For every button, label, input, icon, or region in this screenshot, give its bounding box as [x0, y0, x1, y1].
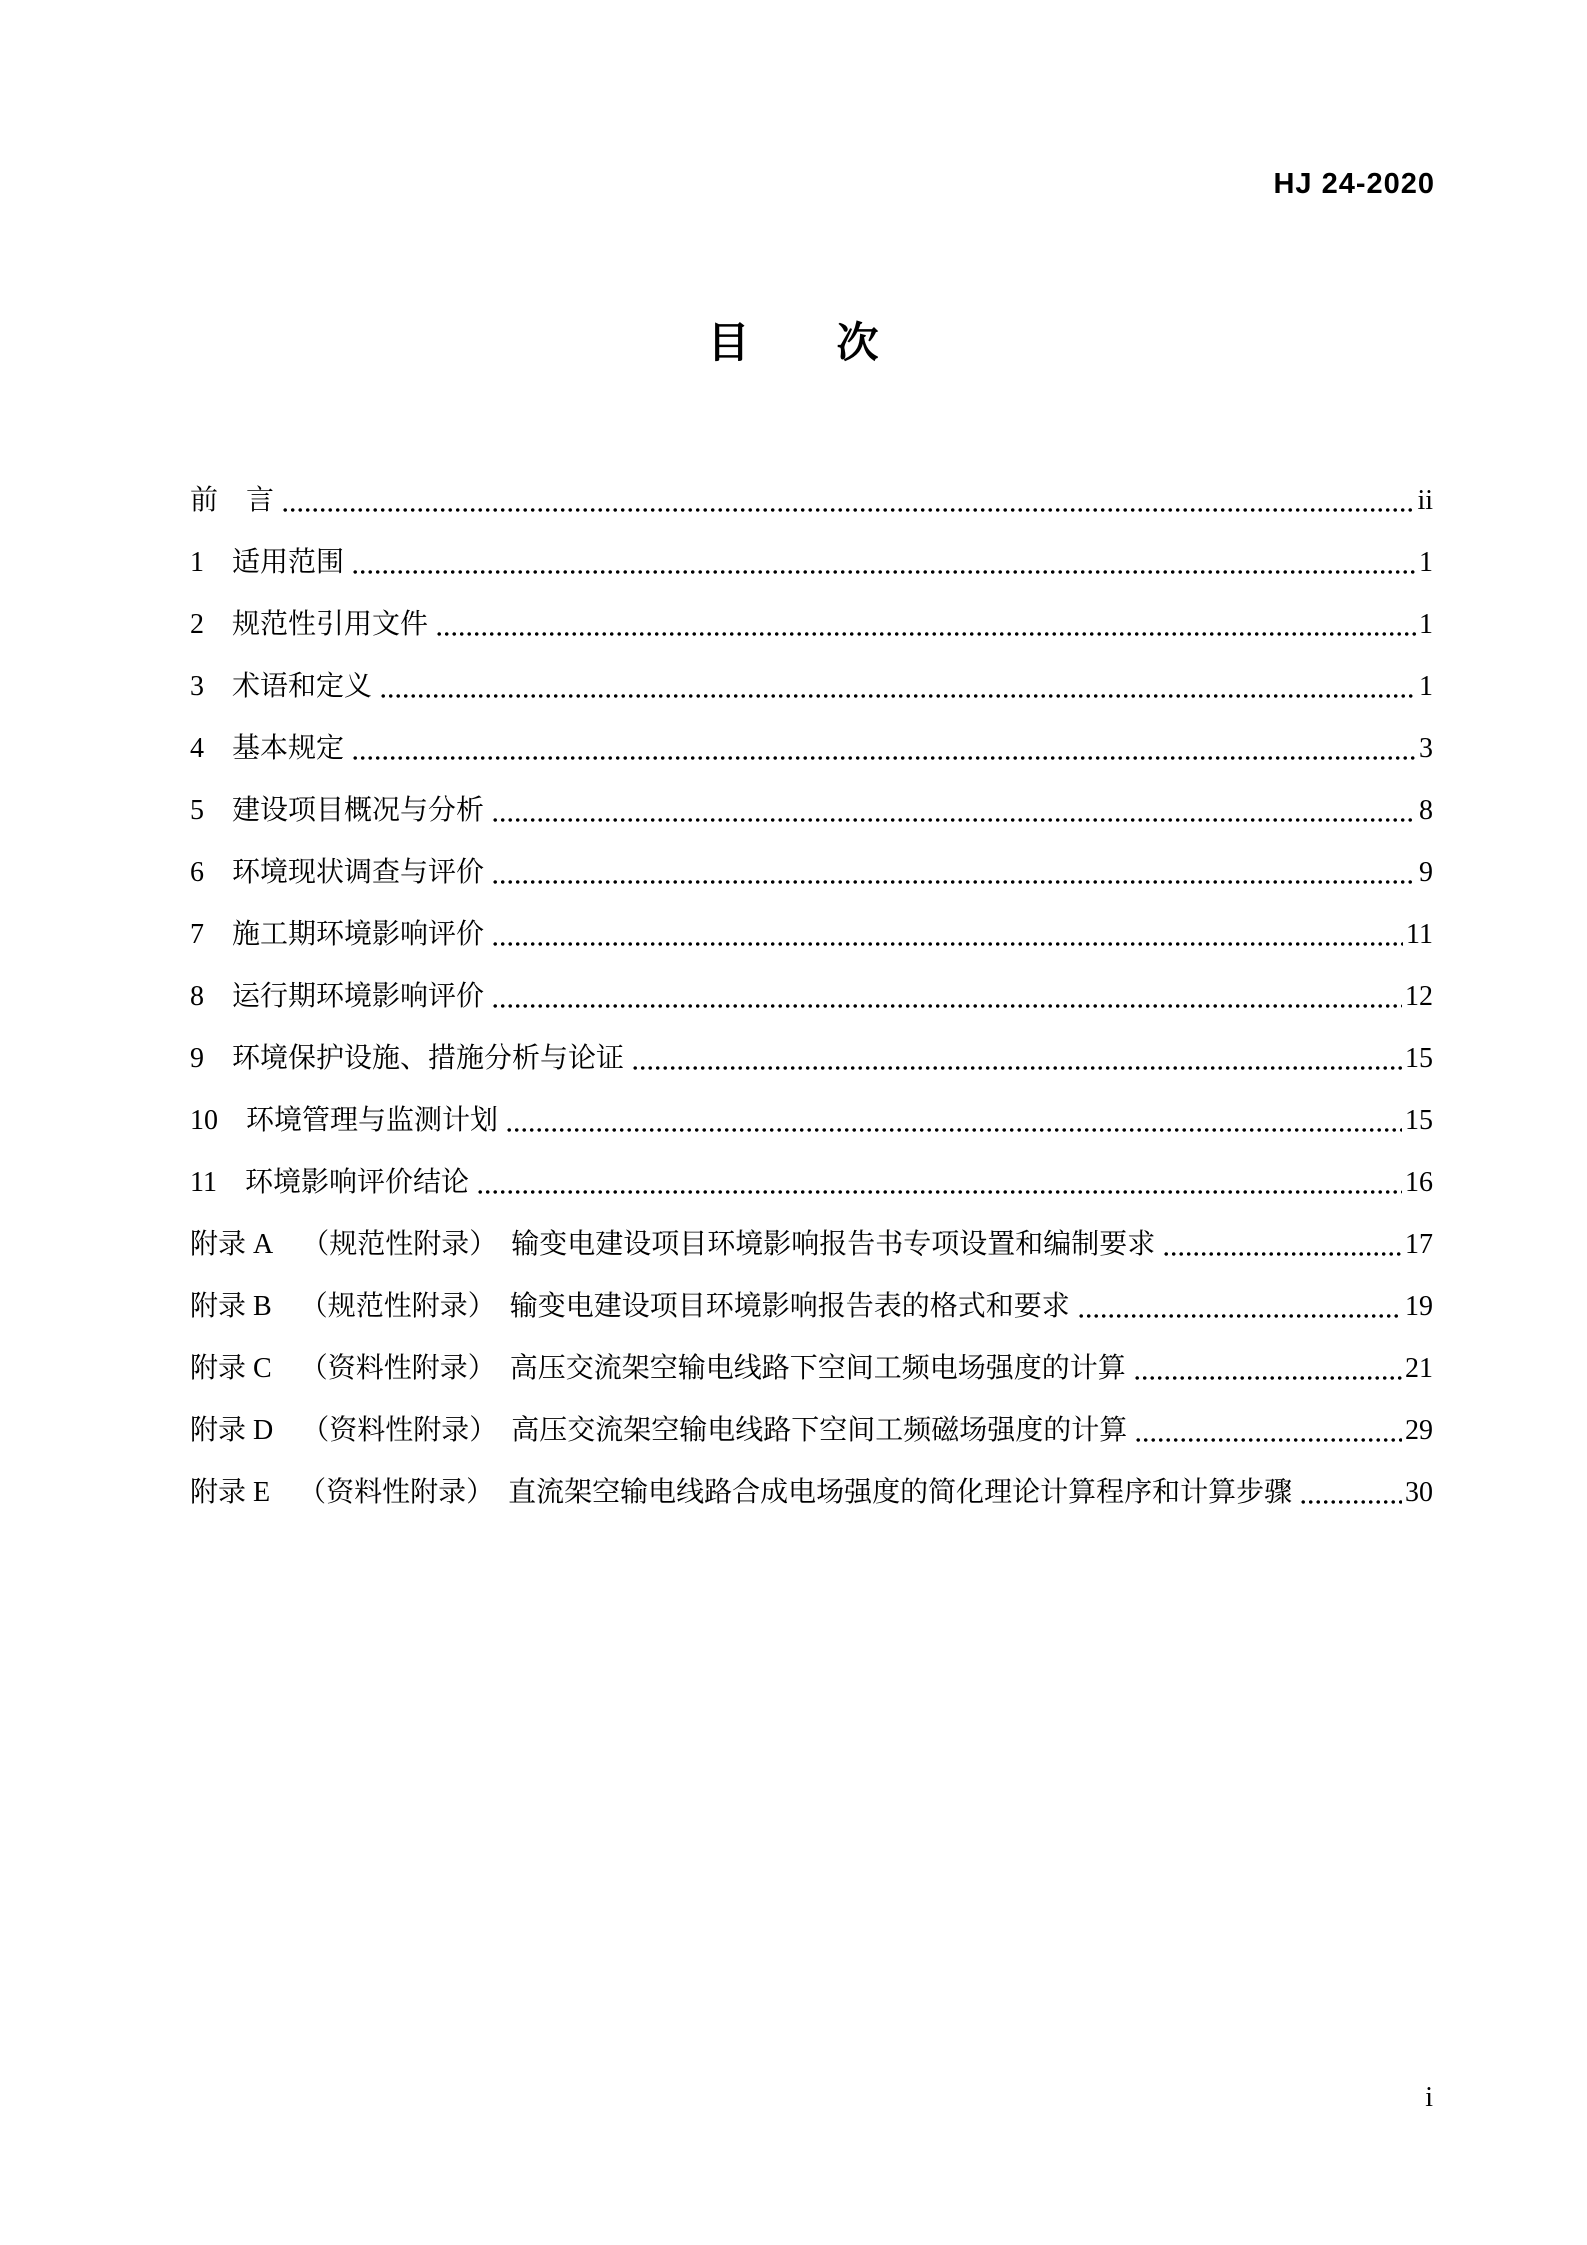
toc-entry-number: 附录 C [190, 1353, 272, 1384]
toc-entry [190, 1166, 1433, 1200]
toc-entry [190, 794, 1433, 828]
toc-dot-leader [507, 1127, 1402, 1133]
toc-entry-number: 7 [190, 919, 204, 950]
toc-entry-number: 6 [190, 857, 204, 888]
toc-dot-leader [633, 1065, 1402, 1071]
toc-dot-leader [1135, 1375, 1402, 1381]
toc-entry [190, 732, 1433, 766]
toc-entry-number: 附录 B [190, 1291, 272, 1322]
toc-entry-title: （资料性附录） 高压交流架空输电线路下空间工频磁场强度的计算 [301, 1415, 1128, 1446]
toc-entry-title: （资料性附录） 直流架空输电线路合成电场强度的简化理论计算程序和计算步骤 [298, 1477, 1293, 1508]
toc-dot-leader [493, 879, 1416, 885]
toc-entry-number: 1 [190, 547, 204, 578]
toc-entry-number: 3 [190, 671, 204, 702]
toc-dot-leader [381, 693, 1416, 699]
toc-dot-leader [493, 941, 1403, 947]
toc-entry [190, 670, 1433, 704]
toc-dot-leader [1164, 1251, 1402, 1257]
toc-entry-title: 运行期环境影响评价 [232, 981, 485, 1012]
toc-entry-page: 3 [1419, 733, 1433, 764]
toc-entry-number: 10 [190, 1105, 218, 1136]
toc-entry-number: 4 [190, 733, 204, 764]
toc-entry-title: （规范性附录） 输变电建设项目环境影响报告书专项设置和编制要求 [301, 1229, 1156, 1260]
doc-number: HJ 24-2020 [1273, 168, 1435, 200]
page-title: 目 次 [707, 321, 880, 367]
toc-entry-page: 15 [1405, 1043, 1433, 1074]
toc-dot-leader [1301, 1499, 1402, 1505]
toc-entry-title: 规范性引用文件 [232, 609, 429, 640]
toc-entry-title: 环境保护设施、措施分析与论证 [232, 1043, 625, 1074]
toc-entry-page: 1 [1419, 609, 1433, 640]
toc-entry-page: 1 [1419, 671, 1433, 702]
toc-dot-leader [353, 755, 1416, 761]
toc-entry [190, 1228, 1433, 1262]
toc-entry-number: 11 [190, 1167, 217, 1198]
toc-entry [190, 1290, 1433, 1324]
toc-dot-leader [283, 507, 1414, 513]
toc-entry [190, 484, 1433, 518]
toc-dot-leader [478, 1189, 1402, 1195]
toc-entry [190, 608, 1433, 642]
toc-entry-title: 适用范围 [232, 547, 345, 578]
toc-entry [190, 1352, 1433, 1386]
toc-entry-title: （规范性附录） 输变电建设项目环境影响报告表的格式和要求 [299, 1291, 1070, 1322]
toc-entry-number: 8 [190, 981, 204, 1012]
toc-entry-title: （资料性附录） 高压交流架空输电线路下空间工频电场强度的计算 [299, 1353, 1126, 1384]
toc-entry-page: 8 [1419, 795, 1433, 826]
toc-entry [190, 918, 1433, 952]
toc-dot-leader [353, 569, 1416, 575]
toc-entry-page: 12 [1405, 981, 1433, 1012]
toc-entry-title: 基本规定 [232, 733, 345, 764]
toc-entry [190, 1104, 1433, 1138]
toc-entry-page: 11 [1406, 919, 1433, 950]
toc-dot-leader [1079, 1313, 1402, 1319]
toc-entry-title: 术语和定义 [232, 671, 373, 702]
toc-entry-title: 言 [246, 485, 275, 516]
toc-entry-title: 建设项目概况与分析 [232, 795, 485, 826]
toc-entry-page: 21 [1405, 1353, 1433, 1384]
toc-entry-title: 施工期环境影响评价 [232, 919, 485, 950]
toc-entry-number: 前 [190, 485, 219, 516]
toc-entry [190, 980, 1433, 1014]
toc-entry-number: 附录 D [190, 1415, 274, 1446]
toc-entry-number: 2 [190, 609, 204, 640]
toc-entry [190, 1476, 1433, 1510]
toc-entry [190, 546, 1433, 580]
toc-entry-number: 附录 A [190, 1229, 274, 1260]
toc-entry-title: 环境现状调查与评价 [232, 857, 485, 888]
toc-entry-page: 16 [1405, 1167, 1433, 1198]
toc-entry [190, 1042, 1433, 1076]
toc-entry-page: 30 [1405, 1477, 1433, 1508]
toc-entry-page: ii [1417, 485, 1433, 516]
page-number: i [1425, 2082, 1433, 2113]
toc-entry-title: 环境管理与监测计划 [246, 1105, 499, 1136]
toc-entry-page: 29 [1405, 1415, 1433, 1446]
toc-entry-number: 9 [190, 1043, 204, 1074]
table-of-contents [190, 484, 1433, 1538]
toc-dot-leader [493, 1003, 1402, 1009]
toc-dot-leader [1136, 1437, 1402, 1443]
toc-entry-page: 9 [1419, 857, 1433, 888]
toc-entry [190, 856, 1433, 890]
toc-entry-page: 15 [1405, 1105, 1433, 1136]
toc-entry [190, 1414, 1433, 1448]
toc-dot-leader [493, 817, 1416, 823]
toc-entry-number: 5 [190, 795, 204, 826]
toc-entry-title: 环境影响评价结论 [244, 1167, 469, 1198]
toc-entry-number: 附录 E [190, 1477, 271, 1508]
toc-entry-page: 1 [1419, 547, 1433, 578]
toc-entry-page: 19 [1405, 1291, 1433, 1322]
toc-dot-leader [437, 631, 1416, 637]
toc-entry-page: 17 [1405, 1229, 1433, 1260]
